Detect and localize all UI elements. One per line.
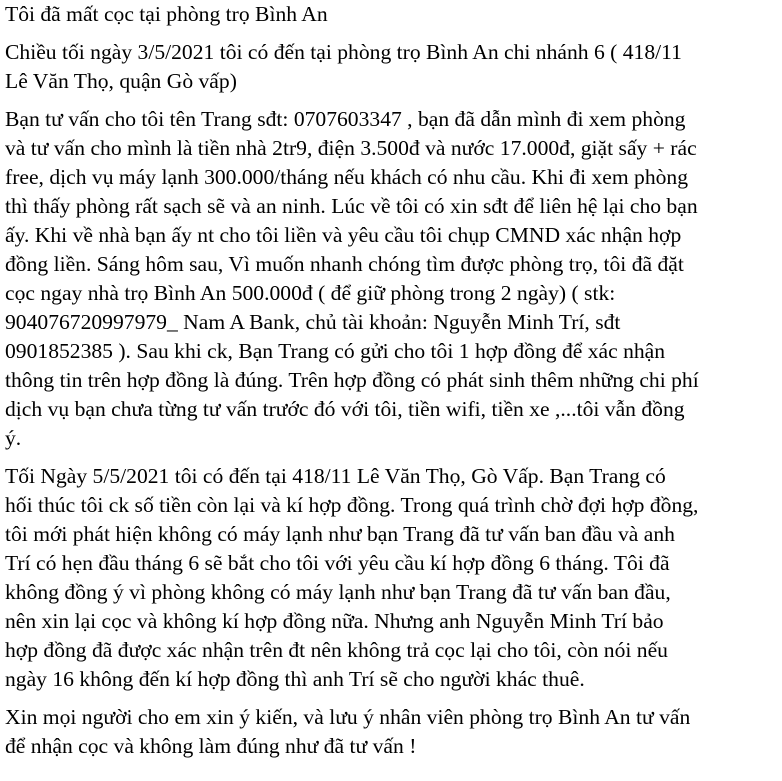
paragraph-line: Bạn tư vấn cho tôi tên Trang sđt: 0707603347 , bạn đã dẫn mình đi xem phòng <box>5 107 686 131</box>
paragraph-line: thông tin trên hợp đồng là đúng. Trên hợp đồng có phát sinh thêm những chi phí <box>5 368 699 392</box>
paragraph-line: ý. <box>5 426 22 450</box>
paragraph-line: Chiều tối ngày 3/5/2021 tôi có đến tại phòng trọ Bình An chi nhánh 6 ( 418/11 <box>5 40 682 64</box>
paragraph-line: 904076720997979_ Nam A Bank, chủ tài khoản: Nguyễn Minh Trí, sđt <box>5 310 621 334</box>
paragraph-1 <box>5 38 779 96</box>
paragraph-line: ngày 16 không đến kí hợp đồng thì anh Trí sẽ cho người khác thuê. <box>5 667 585 691</box>
paragraph-line: dịch vụ bạn chưa từng tư vấn trước đó với tôi, tiền wifi, tiền xe ,...tôi vẫn đồng <box>5 397 685 421</box>
document-body <box>5 0 779 770</box>
paragraph-line: không đồng ý vì phòng không có máy lạnh như bạn Trang đã tư vấn ban đầu, <box>5 580 671 604</box>
title-line: Tôi đã mất cọc tại phòng trọ Bình An <box>5 2 328 26</box>
paragraph-line: nên xin lại cọc và không kí hợp đồng nữa. Nhưng anh Nguyễn Minh Trí bảo <box>5 609 664 633</box>
paragraph-3 <box>5 462 779 694</box>
paragraph-4 <box>5 703 779 761</box>
paragraph-line: Lê Văn Thọ, quận Gò vấp) <box>5 69 237 93</box>
paragraph-line: Trí có hẹn đầu tháng 6 sẽ bắt cho tôi với yêu cầu kí hợp đồng 6 tháng. Tôi đã <box>5 551 670 575</box>
paragraph-line: hợp đồng đã được xác nhận trên đt nên không trả cọc lại cho tôi, còn nói nếu <box>5 638 668 662</box>
document-title <box>5 0 779 29</box>
paragraph-line: tôi mới phát hiện không có máy lạnh như bạn Trang đã tư vấn ban đầu và anh <box>5 522 675 546</box>
paragraph-line: thì thấy phòng rất sạch sẽ và an ninh. Lúc về tôi có xin sđt để liên hệ lại cho bạn <box>5 194 698 218</box>
paragraph-line: 0901852385 ). Sau khi ck, Bạn Trang có gửi cho tôi 1 hợp đồng để xác nhận <box>5 339 666 363</box>
paragraph-line: đồng liền. Sáng hôm sau, Vì muốn nhanh chóng tìm được phòng trọ, tôi đã đặt <box>5 252 684 276</box>
paragraph-line: cọc ngay nhà trọ Bình An 500.000đ ( để giữ phòng trong 2 ngày) ( stk: <box>5 281 616 305</box>
paragraph-line: để nhận cọc và không làm đúng như đã tư vấn ! <box>5 734 417 758</box>
paragraph-line: và tư vấn cho mình là tiền nhà 2tr9, điện 3.500đ và nước 17.000đ, giặt sấy + rác <box>5 136 697 160</box>
paragraph-line: hối thúc tôi ck số tiền còn lại và kí hợp đồng. Trong quá trình chờ đợi hợp đồng, <box>5 493 699 517</box>
paragraph-2 <box>5 105 779 453</box>
paragraph-line: Xin mọi người cho em xin ý kiến, và lưu ý nhân viên phòng trọ Bình An tư vấn <box>5 705 691 729</box>
paragraph-line: Tối Ngày 5/5/2021 tôi có đến tại 418/11 Lê Văn Thọ, Gò Vấp. Bạn Trang có <box>5 464 666 488</box>
paragraph-line: free, dịch vụ máy lạnh 300.000/tháng nếu khách có nhu cầu. Khi đi xem phòng <box>5 165 689 189</box>
paragraph-line: ấy. Khi về nhà bạn ấy nt cho tôi liền và yêu cầu tôi chụp CMND xác nhận hợp <box>5 223 682 247</box>
